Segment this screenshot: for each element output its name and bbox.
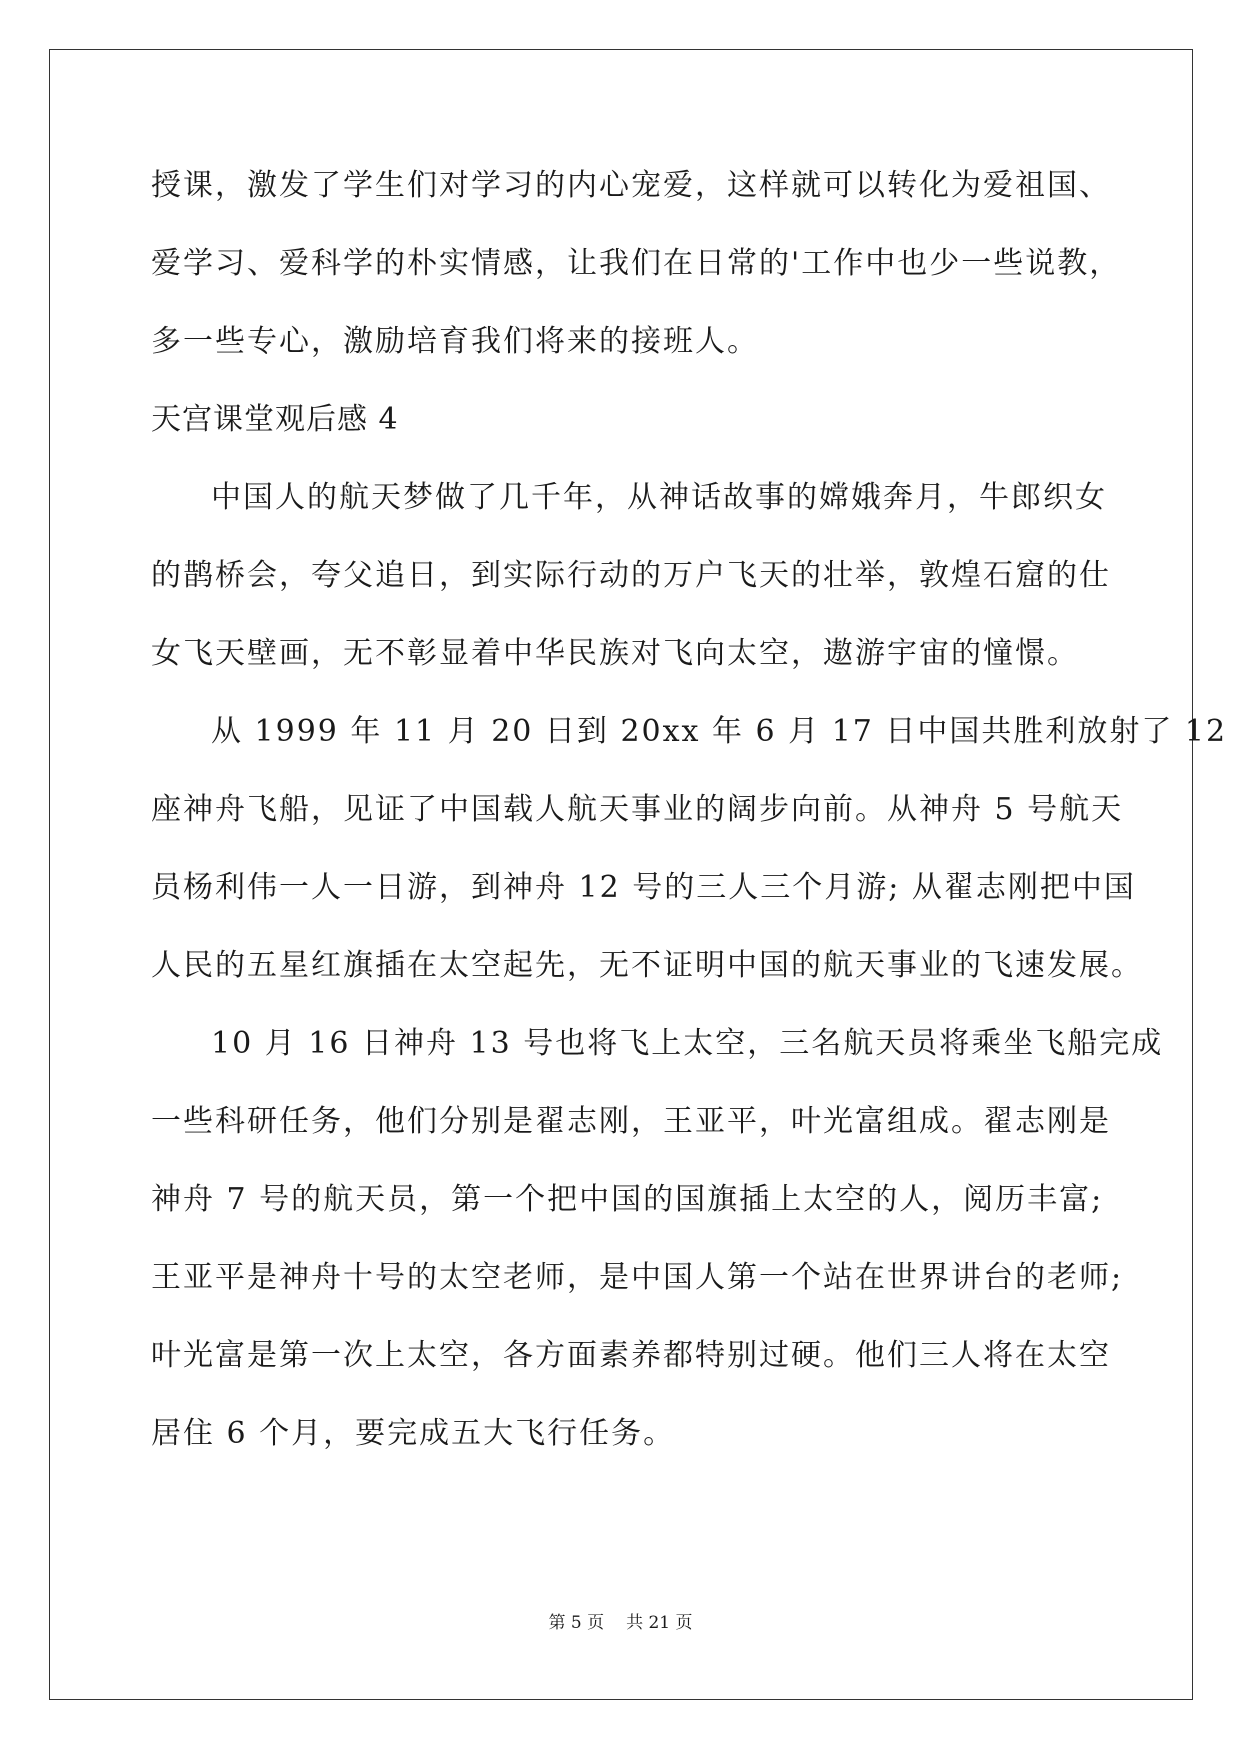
body-text-line: 授课，激发了学生们对学习的内心宠爱，这样就可以转化为爱祖国、 [151, 168, 1111, 203]
paragraph-line: 居住 6 个月，要完成五大飞行任务。 [151, 1416, 676, 1451]
paragraph-line: 人民的五星红旗插在太空起先，无不证明中国的航天事业的飞速发展。 [151, 948, 1143, 983]
paragraph-line: 10 月 16 日神舟 13 号也将飞上太空，三名航天员将乘坐飞船完成 [211, 1026, 1164, 1061]
page-footer [0, 1612, 1241, 1634]
body-text-line: 爱学习、爱科学的朴实情感，让我们在日常的'工作中也少一些说教， [151, 246, 1122, 281]
paragraph-line: 一些科研任务，他们分别是翟志刚，王亚平，叶光富组成。翟志刚是 [151, 1104, 1111, 1139]
paragraph-line: 王亚平是神舟十号的太空老师，是中国人第一个站在世界讲台的老师; [151, 1260, 1124, 1295]
paragraph-line: 从 1999 年 11 月 20 日到 20xx 年 6 月 17 日中国共胜利放射了 12 [211, 714, 1228, 749]
body-text-line: 多一些专心，激励培育我们将来的接班人。 [151, 324, 759, 359]
paragraph-line: 员杨利伟一人一日游，到神舟 12 号的三人三个月游; 从翟志刚把中国 [151, 870, 1136, 905]
paragraph-line: 叶光富是第一次上太空，各方面素养都特别过硬。他们三人将在太空 [151, 1338, 1111, 1373]
section-heading: 天宫课堂观后感 4 [151, 402, 399, 437]
paragraph-line: 座神舟飞船，见证了中国载人航天事业的阔步向前。从神舟 5 号航天 [151, 792, 1124, 827]
paragraph-line: 女飞天壁画，无不彰显着中华民族对飞向太空，遨游宇宙的憧憬。 [151, 636, 1079, 671]
paragraph-line: 的鹊桥会，夸父追日，到实际行动的万户飞天的壮举，敦煌石窟的仕 [151, 558, 1111, 593]
paragraph-line: 神舟 7 号的航天员，第一个把中国的国旗插上太空的人，阅历丰富; [151, 1182, 1104, 1217]
page-number: 第 5 页 [548, 1613, 605, 1633]
paragraph-line: 中国人的航天梦做了几千年，从神话故事的嫦娥奔月，牛郎织女 [211, 480, 1107, 515]
total-pages: 共 21 页 [626, 1613, 693, 1633]
